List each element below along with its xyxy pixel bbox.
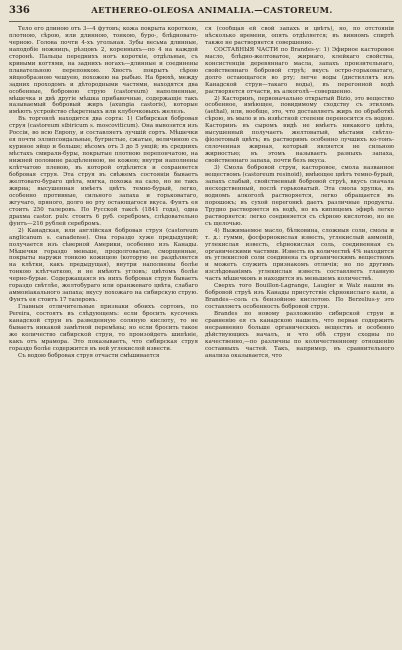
paragraph: Съ водою бобровая струя отчасти смѣшивается xyxy=(18,352,160,359)
running-title: AETHEREO-OLEOSA ANIMALIA.—CASTOREUM. xyxy=(91,6,333,16)
paragraph: 4) Выжимаемое масло, бѣлковина, сложныя соли, смола и т. д.: гумми, фосфорнокислая известь, углекислый аммоній, углекислая известь, сѣрнокислая соль, соединенная съ органическими частями. Известь въ количествѣ 4% находится въ углекислой соли соединена съ органическимъ веществомъ и можетъ служить признакомъ отличія; но по другимъ изслѣдованіямъ углекислая известь составляетъ главную часть мѣшечковъ и находится въ меньшемъ количествѣ. xyxy=(205,227,394,283)
paragraph: Сверхъ того Bouillon-Lagrange, Laugier и Walz нашли въ бобровой струѣ изъ Канады присутствіе сѣрнокислаго кали, а Brandes—соль съ бензойною кислотою. По Berzelius-у это составляетъ особенность бобровой струи. xyxy=(205,283,394,311)
left-column xyxy=(9,26,198,648)
paragraph: Главныя отличительные признаки обоихъ сортовъ, по Pereira, состоятъ въ слѣдующемъ: если бросить кусочекъ канадской струи въ разведенную соляную кислоту, то не бываетъ никакой замѣтной перемѣны; но если бросить такое же количество сибирской струи, то произойдетъ шипѣніе, какъ отъ мрамора. Это показываетъ, что сибирская струя гораздо болѣе содержится въ ней углекислой извести. xyxy=(9,304,198,352)
page-header xyxy=(9,5,394,22)
paragraph: ся (сообщая ей свой запахъ и цвѣтъ), но, по отстояніи нѣсколько времени, опять отдѣляется; въ винномъ спиртѣ также не растворяется совершенно. xyxy=(205,26,394,46)
paragraph: 3) Смола бобровой струи, касторовое, смола названное веществомъ (castoreum resinoid), имѣющее цвѣтъ темно-бурый, запахъ слабый, свойственный бобровой струѣ, вкусъ сначала несходственный, послѣ горьковатый. Эта смола хрупка, въ водномъ алкоголѣ растворяется, легко обращается въ порошокъ; въ сухой перегонкѣ даетъ различные продукты. Трудно растворяется въ водѣ, но въ кипящемъ эфирѣ легко растворяется: легко соединяется съ сѣрною кислотою, но не съ щелочью. xyxy=(205,165,394,227)
page-number: 336 xyxy=(9,5,30,16)
paragraph: Тело его длиною отъ 3—4 футовъ; кожа покрыта короткою, плотною, сѣрою, или длинною, тонкою, буро-, блѣдновато-черною. Голова почти 4-хъ угольная. Зубы весьма длинные, наподобіе ножницъ, рѣзцовъ 2, коренныхъ—по 4 на каждой сторонѣ. Пальцы переднихъ ногъ короткіе, отдѣльные, съ кривыми когтями, на заднихъ ногахъ—длинные и соединены плавательною перепонкою. Хвостъ покрытъ сѣрою яйцеобразною чешуею, похожею на рыбью. На брюхѣ, между задних проходомъ и дѣтородными частями, находятся два особенные, бобровою струю (castoreum) наполненные, мѣшечка и двѣ другіе мѣшка прибавочные, содержащіе такъ называемый бобровый жиръ (axungia castoris), которые имѣютъ устройство сѣкретныхъ или клубочковыхъ железъ. xyxy=(9,26,198,116)
paragraph: 2) Канадская, или англійская бобровая струя (castoreum anglicanum s. canadense). Она гораздо хуже предыдущей; получается изъ сѣверной Америки, особенно изъ Канады. Мѣшечки гораздо меньше, продолговатые, сморщенные, покрыты наружи тонкою кожицею (которую не раздѣляется на клѣтки, какъ предыдущая), внутри наполнены болѣе тонкою клѣтчаткою, и не имѣютъ угловъ; цвѣтомъ болѣе черно-бурые. Содержащаяся въ нихъ бобровая струя бываетъ гораздо свѣтлѣе, желтобураго или оранжеваго цвѣта, слабаго аммоніакального запаха; вкусу похожаго на сибирскую струю. Фунтъ ея стоитъ 17 талеровъ. xyxy=(9,227,198,304)
paragraph: Въ торговлѣ находится два сорта: 1) Сибирская бобровая струя (castoreum sibiricum s. moscoviticum). Она вывозится изъ Россіи, во всю Европу, и составляетъ лучшій сортъ. Мѣшечки ея почти эллипсоидальные, бугристые, сжатые, величиною съ куриное яйцо и больше; вѣсомъ отъ 3 до 5 унцій; въ среднихъ мѣстахъ смирали-буры, покрытые плотною перепончатою, на нижней половине раздѣленною, не кожею; внутри наполнены клѣтчатою плевою, въ которой отдѣлится и сохраняется бобровая струя. Эта струя въ свѣжемъ состояніи бываетъ желтовато-бураго цвѣта, мягка, похожа на сало, но не такъ жирна; высушенная имѣетъ цвѣтъ темно-бурый, легко, особенно противные, сильного запаха и горьковатаго, жгучаго, пряного, долго во рту остающагося вкуса. Фунтъ ея стоитъ 250 талеровъ. По Русской таксѣ (1841 года), одна драхма castor. pulv. стоитъ 6 руб. серебромъ, слѣдовательно фунтъ—216 рублей серебромъ. xyxy=(9,116,198,227)
paragraph: СОСТАВНЫЯ ЧАСТИ по Brandes-у: 1) Эфирное касторовое масло, блѣдно-желтоватое, жирнаго, клейкаго свойства, консистенціи деревяннаго масла, запахъ пронзительнаго, свойственнаго бобровой струѣ; вкусъ остро-горьковатаго, долго остающагося во рту; легче воды (дистиллятъ изъ Канадской струи—такаго воды), въ перегонной водѣ растворяется отчасти, въ алкоголѣ—совершенно. xyxy=(205,46,394,95)
right-column xyxy=(205,26,394,648)
text-columns xyxy=(9,26,394,648)
paragraph: Brandes по новому разложенію сибирской струи и сравненію ея съ канадскою нашелъ, что первая содержитъ несравненно больше органическихъ веществъ и особенно дѣйствующихъ началъ, и что обѣ струи сходны по качественно,—по различны по количественному отношенію составныхъ частей. Такъ, например, въ сравнительного анализа оказывается, что xyxy=(205,311,394,359)
paragraph: 2) Касторинъ, первоначально открытый Bizio, это вещество особенное, имѣющее, повидимому сходству съ этиломъ (aethal), или, вообще, это, что доставляетъ жиръ по обработкѣ сѣрою, въ мыло и въ извѣстной степени переносится съ водою. Касторинъ въ сыромъ видѣ не имѣетъ никакого цвѣта, высушенный получаетъ желтоватый, мѣстами свѣтло-фіолетовый цвѣтъ; въ растворимъ особенно лучшихъ ко-тонъ-сплоченная жирная, который является не сильною жирностью; въ этомъ называетъ разныхъ запаха, свойственнаго запаха, почти безъ вкуса. xyxy=(205,95,394,165)
